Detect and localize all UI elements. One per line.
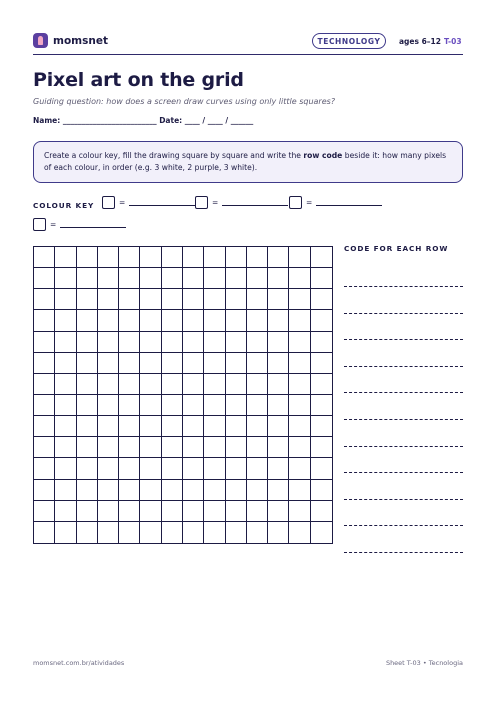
grid-cell[interactable]	[289, 458, 310, 479]
instructions-box	[33, 141, 463, 183]
grid-cell[interactable]	[98, 353, 119, 374]
grid-cell[interactable]	[162, 522, 183, 543]
grid-cell[interactable]	[162, 247, 183, 268]
grid-cell[interactable]	[98, 247, 119, 268]
grid-cell[interactable]	[119, 289, 140, 310]
grid-cell[interactable]	[140, 353, 161, 374]
grid-cell[interactable]	[226, 310, 247, 331]
grid-cell[interactable]	[268, 353, 289, 374]
grid-cell[interactable]	[183, 480, 204, 501]
grid-cell[interactable]	[268, 268, 289, 289]
grid-cell[interactable]	[311, 310, 332, 331]
grid-cell[interactable]	[55, 395, 76, 416]
grid-cell[interactable]	[34, 247, 55, 268]
grid-cell[interactable]	[311, 247, 332, 268]
colour-name-blank[interactable]	[129, 205, 195, 206]
grid-cell[interactable]	[34, 522, 55, 543]
grid-cell[interactable]	[119, 374, 140, 395]
grid-cell[interactable]	[140, 289, 161, 310]
row-code-line[interactable]	[344, 446, 463, 447]
brand-name: momsnet	[53, 34, 108, 47]
colour-key-label: COLOUR KEY	[33, 201, 95, 210]
grid-cell[interactable]	[204, 395, 225, 416]
grid-cell[interactable]	[289, 501, 310, 522]
grid-cell[interactable]	[311, 332, 332, 353]
grid-cell[interactable]	[98, 374, 119, 395]
grid-cell[interactable]	[55, 437, 76, 458]
grid-cell[interactable]	[183, 437, 204, 458]
grid-cell[interactable]	[55, 416, 76, 437]
grid-cell[interactable]	[226, 522, 247, 543]
grid-cell[interactable]	[34, 310, 55, 331]
grid-cell[interactable]	[140, 480, 161, 501]
grid-cell[interactable]	[204, 480, 225, 501]
row-codes-section	[344, 244, 463, 253]
grid-cell[interactable]	[183, 395, 204, 416]
grid-cell[interactable]	[204, 416, 225, 437]
grid-cell[interactable]	[268, 458, 289, 479]
grid-cell[interactable]	[247, 289, 268, 310]
instructions-text-start: Create a colour key, fill the drawing square by square and write the	[44, 151, 304, 160]
grid-cell[interactable]	[268, 247, 289, 268]
grid-cell[interactable]	[34, 480, 55, 501]
grid-cell[interactable]	[119, 416, 140, 437]
grid-cell[interactable]	[119, 332, 140, 353]
grid-cell[interactable]	[98, 522, 119, 543]
worksheet-header	[33, 33, 463, 55]
grid-cell[interactable]	[119, 480, 140, 501]
grid-cell[interactable]	[204, 353, 225, 374]
row-code-line[interactable]	[344, 339, 463, 340]
grid-cell[interactable]	[162, 501, 183, 522]
name-date-line: Name: _________________________ Date: ____ / ____ / ______	[33, 116, 254, 125]
grid-cell[interactable]	[34, 395, 55, 416]
grid-cell[interactable]	[55, 289, 76, 310]
equals-sign: =	[50, 220, 57, 229]
grid-cell[interactable]	[98, 501, 119, 522]
grid-cell[interactable]	[289, 374, 310, 395]
grid-cell[interactable]	[119, 268, 140, 289]
grid-cell[interactable]	[162, 374, 183, 395]
grid-cell[interactable]	[140, 437, 161, 458]
grid-cell[interactable]	[140, 395, 161, 416]
grid-cell[interactable]	[289, 353, 310, 374]
equals-sign: =	[119, 198, 126, 207]
grid-cell[interactable]	[226, 353, 247, 374]
age-range: ages 6–12	[399, 37, 441, 46]
grid-cell[interactable]	[247, 437, 268, 458]
colour-key-entry	[289, 196, 382, 209]
grid-cell[interactable]	[77, 501, 98, 522]
grid-cell[interactable]	[268, 310, 289, 331]
grid-cell[interactable]	[247, 458, 268, 479]
grid-cell[interactable]	[98, 437, 119, 458]
grid-cell[interactable]	[289, 437, 310, 458]
grid-cell[interactable]	[77, 395, 98, 416]
row-code-line[interactable]	[344, 525, 463, 526]
grid-cell[interactable]	[226, 480, 247, 501]
grid-cell[interactable]	[289, 522, 310, 543]
brand-logo	[33, 33, 108, 48]
grid-cell[interactable]	[311, 458, 332, 479]
grid-cell[interactable]	[98, 268, 119, 289]
grid-cell[interactable]	[140, 501, 161, 522]
grid-cell[interactable]	[183, 289, 204, 310]
grid-cell[interactable]	[289, 416, 310, 437]
grid-cell[interactable]	[55, 374, 76, 395]
colour-swatch-box[interactable]	[102, 196, 115, 209]
grid-cell[interactable]	[119, 310, 140, 331]
grid-cell[interactable]	[204, 310, 225, 331]
grid-cell[interactable]	[204, 437, 225, 458]
grid-cell[interactable]	[183, 374, 204, 395]
grid-cell[interactable]	[226, 332, 247, 353]
colour-name-blank[interactable]	[60, 227, 126, 228]
grid-cell[interactable]	[247, 268, 268, 289]
grid-cell[interactable]	[34, 416, 55, 437]
grid-cell[interactable]	[311, 268, 332, 289]
grid-cell[interactable]	[34, 501, 55, 522]
grid-cell[interactable]	[162, 458, 183, 479]
row-code-line[interactable]	[344, 286, 463, 287]
grid-cell[interactable]	[183, 268, 204, 289]
grid-cell[interactable]	[77, 480, 98, 501]
grid-cell[interactable]	[247, 522, 268, 543]
grid-cell[interactable]	[311, 395, 332, 416]
grid-cell[interactable]	[268, 374, 289, 395]
grid-cell[interactable]	[268, 395, 289, 416]
grid-cell[interactable]	[204, 458, 225, 479]
row-code-line[interactable]	[344, 552, 463, 553]
brand-logo-icon	[33, 33, 48, 48]
grid-cell[interactable]	[98, 395, 119, 416]
grid-cell[interactable]	[268, 522, 289, 543]
equals-sign: =	[306, 198, 313, 207]
row-code-line[interactable]	[344, 366, 463, 367]
grid-cell[interactable]	[204, 374, 225, 395]
grid-cell[interactable]	[289, 247, 310, 268]
row-code-line[interactable]	[344, 472, 463, 473]
grid-cell[interactable]	[119, 395, 140, 416]
grid-cell[interactable]	[34, 289, 55, 310]
grid-cell[interactable]	[311, 289, 332, 310]
grid-cell[interactable]	[162, 310, 183, 331]
grid-cell[interactable]	[98, 289, 119, 310]
grid-cell[interactable]	[77, 416, 98, 437]
colour-name-blank[interactable]	[222, 205, 288, 206]
grid-cell[interactable]	[247, 247, 268, 268]
grid-cell[interactable]	[162, 480, 183, 501]
footer-url: momsnet.com.br/atividades	[33, 659, 125, 667]
grid-cell[interactable]	[268, 332, 289, 353]
grid-cell[interactable]	[268, 437, 289, 458]
grid-cell[interactable]	[55, 268, 76, 289]
grid-cell[interactable]	[204, 522, 225, 543]
grid-cell[interactable]	[311, 501, 332, 522]
grid-cell[interactable]	[311, 480, 332, 501]
grid-cell[interactable]	[183, 416, 204, 437]
grid-cell[interactable]	[204, 247, 225, 268]
equals-sign: =	[212, 198, 219, 207]
colour-swatch-box[interactable]	[289, 196, 302, 209]
grid-cell[interactable]	[247, 416, 268, 437]
grid-cell[interactable]	[247, 395, 268, 416]
grid-cell[interactable]	[140, 247, 161, 268]
grid-cell[interactable]	[34, 353, 55, 374]
grid-cell[interactable]	[311, 416, 332, 437]
footer-sheet-info: Sheet T-03 • Tecnologia	[385, 659, 463, 667]
grid-cell[interactable]	[289, 480, 310, 501]
grid-cell[interactable]	[268, 480, 289, 501]
grid-cell[interactable]	[226, 289, 247, 310]
grid-cell[interactable]	[311, 437, 332, 458]
grid-cell[interactable]	[226, 374, 247, 395]
subject-badge: TECHNOLOGY	[312, 33, 386, 49]
grid-cell[interactable]	[98, 332, 119, 353]
grid-cell[interactable]	[77, 458, 98, 479]
grid-cell[interactable]	[289, 395, 310, 416]
row-code-line[interactable]	[344, 392, 463, 393]
grid-cell[interactable]	[226, 247, 247, 268]
grid-cell[interactable]	[247, 353, 268, 374]
grid-cell[interactable]	[268, 416, 289, 437]
grid-cell[interactable]	[311, 522, 332, 543]
grid-cell[interactable]	[226, 458, 247, 479]
grid-cell[interactable]	[77, 332, 98, 353]
row-code-line[interactable]	[344, 419, 463, 420]
row-code-line[interactable]	[344, 499, 463, 500]
grid-cell[interactable]	[226, 416, 247, 437]
grid-cell[interactable]	[119, 501, 140, 522]
grid-cell[interactable]	[289, 268, 310, 289]
grid-cell[interactable]	[77, 289, 98, 310]
grid-cell[interactable]	[55, 501, 76, 522]
instructions-highlight: row code	[303, 151, 343, 160]
grid-cell[interactable]	[34, 437, 55, 458]
grid-cell[interactable]	[55, 458, 76, 479]
grid-cell[interactable]	[162, 395, 183, 416]
grid-cell[interactable]	[55, 480, 76, 501]
grid-cell[interactable]	[183, 310, 204, 331]
colour-swatch-box[interactable]	[195, 196, 208, 209]
colour-key-entry	[195, 196, 288, 209]
grid-cell[interactable]	[183, 353, 204, 374]
row-codes-title: CODE FOR EACH ROW	[344, 244, 449, 253]
guiding-question: Guiding question: how does a screen draw curves using only little squares?	[33, 97, 336, 106]
grid-cell[interactable]	[140, 310, 161, 331]
grid-cell[interactable]	[77, 522, 98, 543]
grid-cell[interactable]	[119, 437, 140, 458]
grid-cell[interactable]	[98, 480, 119, 501]
grid-cell[interactable]	[226, 437, 247, 458]
grid-cell[interactable]	[34, 332, 55, 353]
grid-cell[interactable]	[55, 522, 76, 543]
grid-cell[interactable]	[77, 310, 98, 331]
grid-cell[interactable]	[55, 353, 76, 374]
grid-cell[interactable]	[98, 458, 119, 479]
grid-cell[interactable]	[162, 332, 183, 353]
grid-cell[interactable]	[162, 289, 183, 310]
header-divider	[33, 54, 463, 55]
page-title: Pixel art on the grid	[33, 69, 244, 91]
grid-cell[interactable]	[55, 247, 76, 268]
grid-cell[interactable]	[204, 501, 225, 522]
grid-cell[interactable]	[247, 310, 268, 331]
grid-cell[interactable]	[204, 268, 225, 289]
grid-cell[interactable]	[55, 310, 76, 331]
grid-cell[interactable]	[226, 501, 247, 522]
sheet-code: T-03	[444, 37, 462, 46]
grid-cell[interactable]	[226, 395, 247, 416]
grid-cell[interactable]	[183, 247, 204, 268]
grid-cell[interactable]	[311, 374, 332, 395]
grid-cell[interactable]	[226, 268, 247, 289]
colour-key-entry	[102, 196, 195, 209]
grid-cell[interactable]	[183, 458, 204, 479]
grid-cell[interactable]	[140, 416, 161, 437]
grid-cell[interactable]	[34, 374, 55, 395]
grid-cell[interactable]	[289, 289, 310, 310]
grid-cell[interactable]	[162, 353, 183, 374]
grid-cell[interactable]	[140, 458, 161, 479]
drawing-grid[interactable]	[33, 246, 333, 544]
grid-cell[interactable]	[204, 289, 225, 310]
grid-cell[interactable]	[140, 522, 161, 543]
grid-cell[interactable]	[77, 247, 98, 268]
grid-cell[interactable]	[247, 374, 268, 395]
grid-cell[interactable]	[119, 353, 140, 374]
grid-cell[interactable]	[183, 501, 204, 522]
grid-cell[interactable]	[247, 480, 268, 501]
grid-cell[interactable]	[140, 374, 161, 395]
grid-cell[interactable]	[289, 332, 310, 353]
grid-cell[interactable]	[204, 332, 225, 353]
grid-cell[interactable]	[183, 522, 204, 543]
grid-cell[interactable]	[268, 289, 289, 310]
grid-cell[interactable]	[119, 247, 140, 268]
row-code-line[interactable]	[344, 313, 463, 314]
grid-cell[interactable]	[247, 332, 268, 353]
colour-swatch-box[interactable]	[33, 218, 46, 231]
grid-cell[interactable]	[119, 458, 140, 479]
grid-cell[interactable]	[268, 501, 289, 522]
grid-cell[interactable]	[162, 268, 183, 289]
grid-cell[interactable]	[162, 416, 183, 437]
grid-cell[interactable]	[140, 332, 161, 353]
grid-cell[interactable]	[289, 310, 310, 331]
colour-key-section	[33, 196, 463, 236]
instructions-text-end: beside it: how many pixels of each colour, in order (e.g. 3 white, 2 purple, 3 white).	[44, 151, 447, 172]
grid-cell[interactable]	[183, 332, 204, 353]
grid-cell[interactable]	[34, 268, 55, 289]
grid-cell[interactable]	[140, 268, 161, 289]
grid-cell[interactable]	[98, 416, 119, 437]
grid-cell[interactable]	[34, 458, 55, 479]
grid-cell[interactable]	[55, 332, 76, 353]
grid-cell[interactable]	[247, 501, 268, 522]
grid-cell[interactable]	[77, 353, 98, 374]
grid-cell[interactable]	[311, 353, 332, 374]
colour-key-entry	[33, 218, 126, 231]
colour-name-blank[interactable]	[316, 205, 382, 206]
grid-cell[interactable]	[77, 374, 98, 395]
grid-cell[interactable]	[162, 437, 183, 458]
grid-cell[interactable]	[77, 437, 98, 458]
grid-cell[interactable]	[77, 268, 98, 289]
grid-cell[interactable]	[98, 310, 119, 331]
grid-cell[interactable]	[119, 522, 140, 543]
